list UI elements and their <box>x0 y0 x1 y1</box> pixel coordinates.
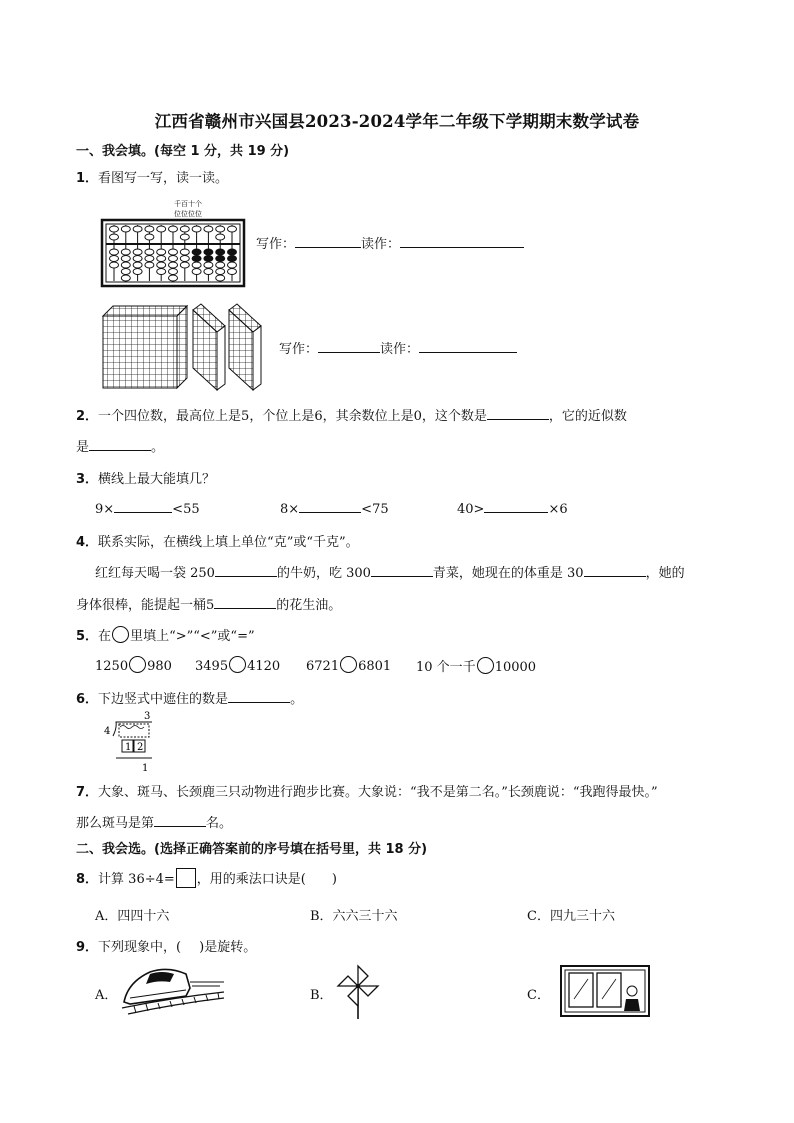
read-label: 读作： <box>361 237 401 252</box>
abacus-image <box>100 196 246 292</box>
q3-expr-3 <box>457 500 568 517</box>
expr-right: <75 <box>361 502 389 517</box>
compare-circle-2[interactable] <box>229 656 246 673</box>
q4-text-1: 红红每天喝一袋 250 <box>95 566 215 581</box>
question-text-end: 名。 <box>206 816 233 831</box>
question-text-cont: 是 <box>76 440 90 455</box>
q2-blank-number[interactable] <box>487 407 549 420</box>
question-text: 一个四位数，最高位上是5，个位上是6，其余数位上是0，这个数是 <box>98 409 487 424</box>
question-text-cont: ，它的近似数 <box>548 409 627 424</box>
question-number: 7． <box>76 785 99 800</box>
read-blank-1[interactable] <box>400 235 524 248</box>
q9-option-c-image <box>560 965 650 1021</box>
question-text: 横线上最大能填几？ <box>98 472 216 487</box>
question-text: 看图写一写，读一读。 <box>98 171 229 186</box>
question-number: 2． <box>76 409 99 424</box>
compare-circle-3[interactable] <box>340 656 357 673</box>
expr-left: 9× <box>95 502 115 517</box>
q4-blank-4[interactable] <box>214 596 276 609</box>
q5-compare-2 <box>195 656 280 674</box>
question-2 <box>76 405 627 424</box>
q4-text-6: 的花生油。 <box>276 598 342 613</box>
question-7-line2 <box>76 812 232 831</box>
compare-left: 3495 <box>195 659 229 674</box>
question-text: 大象、斑马、长颈鹿三只动物进行跑步比赛。大象说：“我不是第二名。”长颈鹿说：“我跑得最快。” <box>98 785 658 800</box>
long-division-icon <box>104 708 164 774</box>
compare-left: 10 个一千 <box>416 660 476 675</box>
division-digit-1: 1 <box>125 742 132 753</box>
abacus-header-bottom: 位位位位 <box>174 210 202 218</box>
question-text: 在 <box>98 629 112 644</box>
expr-right: ×6 <box>548 502 568 517</box>
compare-right: 6801 <box>358 659 392 674</box>
page-title: 江西省赣州市兴国县2023-2024学年二年级下学期期末数学试卷 <box>154 112 640 131</box>
expr-left: 40> <box>457 502 485 517</box>
question-number: 4． <box>76 535 99 550</box>
q4-blank-3[interactable] <box>584 564 646 577</box>
question-7 <box>76 781 658 800</box>
q4-blank-1[interactable] <box>215 564 277 577</box>
question-3 <box>76 468 215 487</box>
q4-paragraph-line1 <box>95 562 685 581</box>
q5-compare-3 <box>306 656 391 674</box>
compare-circle-4[interactable] <box>477 657 494 674</box>
question-number: 5． <box>76 629 99 644</box>
q5-compare-4 <box>416 656 536 675</box>
division-quotient: 3 <box>144 711 151 722</box>
write-label: 写作： <box>256 237 296 252</box>
q9-option-b-image <box>334 962 384 1024</box>
q9-option-a-image <box>120 962 226 1020</box>
question-text-cont: ，用的乘法口诀是( <box>196 872 306 887</box>
q3-blank-1[interactable] <box>114 500 172 513</box>
place-value-cubes-image <box>101 302 271 396</box>
compare-right: 980 <box>147 659 172 674</box>
question-1 <box>76 167 228 186</box>
q7-blank[interactable] <box>154 814 206 827</box>
q3-expr-1 <box>95 500 200 517</box>
q1-answer-row-2 <box>279 338 517 357</box>
q9-option-c-label[interactable]: C． <box>527 988 550 1003</box>
compare-circle-1[interactable] <box>129 656 146 673</box>
division-remainder: 1 <box>142 763 149 774</box>
q4-text-5: 身体很棒，能提起一桶5 <box>76 598 215 613</box>
question-8 <box>76 868 337 888</box>
q9-option-a-label[interactable]: A． <box>95 988 118 1003</box>
compare-left: 1250 <box>95 659 129 674</box>
q2-blank-approx[interactable] <box>89 438 151 451</box>
compare-left: 6721 <box>306 659 340 674</box>
train-icon <box>120 962 226 1016</box>
question-6 <box>76 688 303 707</box>
question-text-cont: 里填上“>”“<”或“=” <box>130 629 255 644</box>
q4-text-3: 青菜，她现在的体重是 30 <box>432 566 584 581</box>
write-blank-2[interactable] <box>318 340 380 353</box>
q9-option-b-label[interactable]: B． <box>310 988 333 1003</box>
question-text-cont: )是旋转。 <box>199 940 257 955</box>
q4-text-4: ，她的 <box>645 566 685 581</box>
question-text-cont: 那么斑马是第 <box>76 816 155 831</box>
compare-right: 10000 <box>494 660 537 675</box>
question-5 <box>76 625 255 644</box>
long-division-figure <box>104 708 164 778</box>
q1-answer-row-1 <box>256 233 524 252</box>
compare-right: 4120 <box>247 659 281 674</box>
write-label: 写作： <box>279 342 319 357</box>
q4-text-2: 的牛奶，吃 300 <box>276 566 371 581</box>
q8-option-c[interactable]: C．四九三十六 <box>527 909 615 924</box>
question-text: 联系实际，在横线上填上单位“克”或“千克”。 <box>98 535 359 550</box>
q8-answer-box[interactable] <box>176 868 196 888</box>
q3-blank-3[interactable] <box>484 500 548 513</box>
question-number: 1． <box>76 171 99 186</box>
section-2-heading: 二、我会选。(选择正确答案前的序号填在括号里，共 18 分) <box>76 842 428 857</box>
question-text-end: ) <box>331 872 337 887</box>
question-text: 计算 36÷4= <box>98 872 175 887</box>
write-blank-1[interactable] <box>295 235 361 248</box>
abacus-header-top: 千百十个 <box>174 200 202 208</box>
question-2-line2 <box>76 436 164 455</box>
question-text: 下列现象中，( <box>98 940 182 955</box>
q3-expr-2 <box>280 500 389 517</box>
question-number: 3． <box>76 472 99 487</box>
question-text: 下边竖式中遮住的数是 <box>98 692 229 707</box>
sliding-window-icon <box>560 965 650 1017</box>
section-1-heading: 一、我会填。(每空 1 分，共 19 分) <box>76 144 290 159</box>
question-number: 9． <box>76 940 99 955</box>
question-4 <box>76 531 359 550</box>
question-text-end: 。 <box>151 440 165 455</box>
q4-blank-2[interactable] <box>371 564 433 577</box>
question-text-end: 。 <box>290 692 304 707</box>
q8-option-a[interactable]: A．四四十六 <box>95 909 170 924</box>
read-label: 读作： <box>380 342 420 357</box>
read-blank-2[interactable] <box>419 340 517 353</box>
question-9 <box>76 936 256 955</box>
q4-paragraph-line2 <box>76 594 341 613</box>
division-divisor: 4 <box>104 726 111 737</box>
q8-option-b[interactable]: B．六六三十六 <box>310 909 398 924</box>
cube-blocks-icon <box>101 302 271 392</box>
q5-compare-1 <box>95 656 172 674</box>
division-digit-2: 2 <box>137 742 144 753</box>
pinwheel-icon <box>334 962 384 1020</box>
circle-icon <box>112 626 129 643</box>
question-number: 8． <box>76 872 99 887</box>
q6-blank[interactable] <box>228 690 290 703</box>
question-number: 6． <box>76 692 99 707</box>
expr-right: <55 <box>172 502 200 517</box>
abacus-icon <box>100 196 246 288</box>
q3-blank-2[interactable] <box>299 500 361 513</box>
expr-left: 8× <box>280 502 300 517</box>
